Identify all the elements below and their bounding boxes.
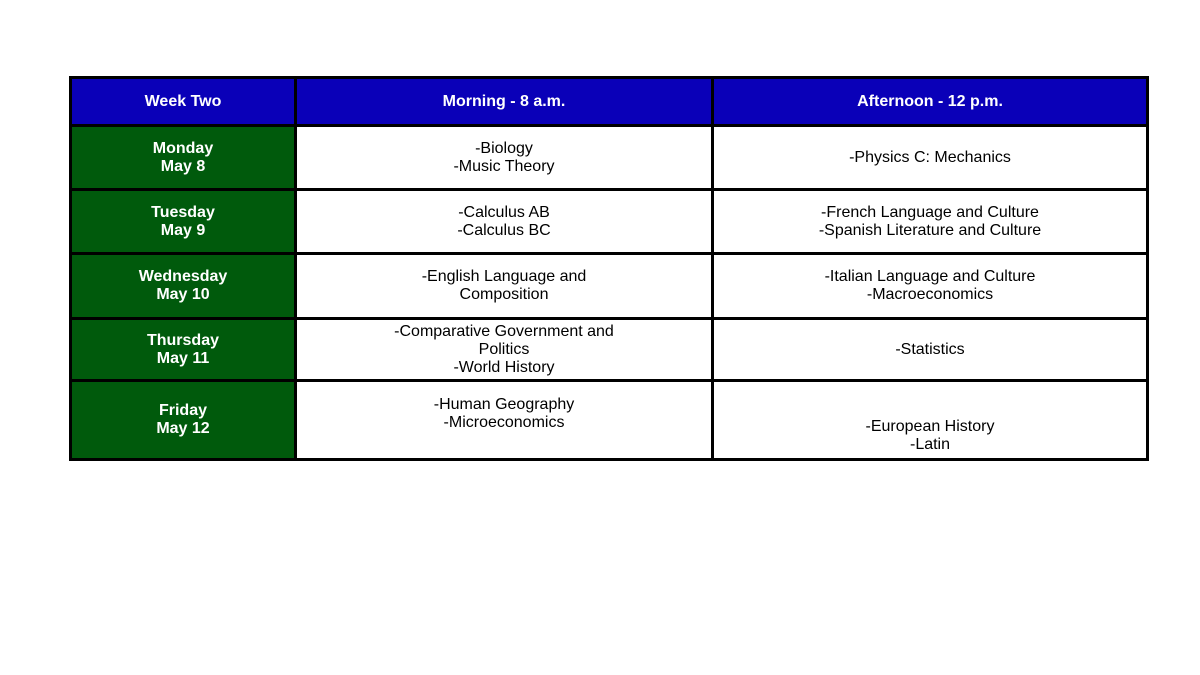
exam-item: -Comparative Government and Politics	[394, 322, 614, 358]
header-row	[71, 78, 1148, 126]
exam-item: -Biology	[475, 139, 533, 157]
table-row	[71, 190, 1148, 254]
morning-cell	[296, 254, 713, 319]
exam-item: -Calculus AB	[458, 203, 550, 221]
morning-cell	[296, 381, 713, 460]
day-name: Tuesday	[151, 203, 215, 221]
exam-schedule-table	[69, 76, 1149, 461]
day-name: Monday	[152, 139, 214, 157]
week-header: Week Two	[71, 78, 296, 126]
afternoon-header: Afternoon - 12 p.m.	[713, 78, 1148, 126]
exam-item: -Statistics	[895, 340, 965, 358]
table-row	[71, 254, 1148, 319]
exam-item: -Physics C: Mechanics	[849, 148, 1011, 166]
day-date: May 9	[160, 221, 206, 239]
morning-cell	[296, 190, 713, 254]
exam-item: -Latin	[909, 436, 951, 453]
exam-item: -English Language and Composition	[421, 268, 587, 303]
afternoon-cell	[713, 381, 1148, 460]
afternoon-cell	[713, 254, 1148, 319]
exam-item: -Spanish Literature and Culture	[818, 221, 1042, 239]
morning-header: Morning - 8 a.m.	[296, 78, 713, 126]
exam-item: -Macroeconomics	[866, 286, 994, 303]
day-name: Thursday	[146, 331, 219, 349]
exam-item: -World History	[453, 358, 555, 376]
afternoon-cell	[713, 126, 1148, 190]
afternoon-cell	[713, 190, 1148, 254]
table-row	[71, 126, 1148, 190]
afternoon-cell	[713, 319, 1148, 381]
day-date: May 12	[156, 420, 210, 437]
day-cell	[71, 319, 296, 381]
day-cell	[71, 190, 296, 254]
day-cell	[71, 381, 296, 460]
exam-item: -Music Theory	[453, 157, 555, 175]
morning-cell	[296, 319, 713, 381]
day-date: May 11	[156, 349, 210, 367]
exam-item: -Calculus BC	[457, 221, 551, 239]
morning-cell	[296, 126, 713, 190]
day-name: Friday	[158, 402, 207, 419]
table-row	[71, 319, 1148, 381]
day-date: May 10	[156, 286, 210, 303]
day-cell	[71, 254, 296, 319]
exam-item: -European History	[865, 418, 995, 435]
exam-item: -Microeconomics	[443, 414, 565, 431]
exam-item: -French Language and Culture	[821, 203, 1039, 221]
day-date: May 8	[160, 157, 206, 175]
exam-item: -Italian Language and Culture	[824, 268, 1036, 285]
day-cell	[71, 126, 296, 190]
exam-item: -Human Geography	[433, 396, 575, 413]
day-name: Wednesday	[138, 268, 228, 285]
table-row	[71, 381, 1148, 460]
